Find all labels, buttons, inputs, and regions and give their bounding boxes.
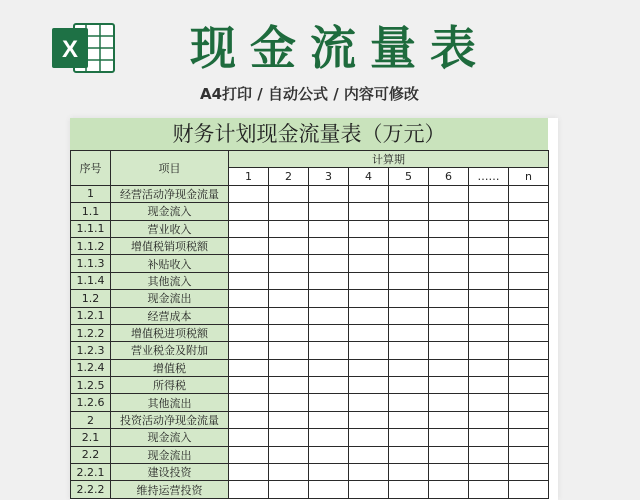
data-cell[interactable]	[269, 411, 309, 428]
table-row	[71, 290, 549, 307]
row-seq: 2.1	[71, 429, 111, 446]
row-seq: 1.1	[71, 203, 111, 220]
data-cell[interactable]	[389, 220, 429, 237]
data-cell[interactable]	[469, 307, 509, 324]
data-cell[interactable]	[389, 359, 429, 376]
data-cell[interactable]	[269, 290, 309, 307]
data-cell[interactable]	[269, 377, 309, 394]
table-row	[71, 342, 549, 359]
data-cell[interactable]	[389, 429, 429, 446]
data-cell[interactable]	[349, 446, 389, 463]
data-cell[interactable]	[349, 411, 389, 428]
data-cell[interactable]	[509, 429, 549, 446]
table-row	[71, 481, 549, 498]
data-cell[interactable]	[509, 411, 549, 428]
row-item: 其他流入	[111, 272, 229, 289]
data-cell[interactable]	[469, 481, 509, 498]
data-cell[interactable]	[509, 359, 549, 376]
table-row	[71, 394, 549, 411]
data-cell[interactable]	[469, 290, 509, 307]
data-cell[interactable]	[349, 255, 389, 272]
data-cell[interactable]	[509, 255, 549, 272]
data-cell[interactable]	[509, 290, 549, 307]
data-cell[interactable]	[229, 290, 269, 307]
data-cell[interactable]	[389, 411, 429, 428]
data-cell[interactable]	[469, 220, 509, 237]
data-cell[interactable]	[389, 272, 429, 289]
row-seq: 2	[71, 411, 111, 428]
data-cell[interactable]	[389, 290, 429, 307]
data-cell[interactable]	[509, 324, 549, 341]
data-cell[interactable]	[349, 394, 389, 411]
data-cell[interactable]	[429, 429, 469, 446]
data-cell[interactable]	[429, 377, 469, 394]
data-cell[interactable]	[389, 203, 429, 220]
row-item: 营业收入	[111, 220, 229, 237]
data-cell[interactable]	[269, 394, 309, 411]
page-title: 现金流量表	[190, 21, 490, 75]
data-cell[interactable]	[429, 481, 469, 498]
data-cell[interactable]	[509, 464, 549, 481]
data-cell[interactable]	[349, 481, 389, 498]
data-cell[interactable]	[509, 307, 549, 324]
header-period-2: 2	[269, 168, 309, 185]
row-seq: 1.1.2	[71, 237, 111, 254]
data-cell[interactable]	[509, 185, 549, 202]
data-cell[interactable]	[269, 255, 309, 272]
data-cell[interactable]	[469, 272, 509, 289]
table-row	[71, 324, 549, 341]
data-cell[interactable]	[429, 411, 469, 428]
data-cell[interactable]	[469, 324, 509, 341]
data-cell[interactable]	[509, 237, 549, 254]
row-seq: 2.2.2	[71, 481, 111, 498]
table-row	[71, 237, 549, 254]
data-cell[interactable]	[469, 237, 509, 254]
row-item: 增值税销项税额	[111, 237, 229, 254]
header-item: 项目	[111, 151, 229, 186]
header-period-4: 4	[349, 168, 389, 185]
row-seq: 1	[71, 185, 111, 202]
banner	[0, 0, 640, 118]
row-item: 经营成本	[111, 307, 229, 324]
header-period-1: 1	[229, 168, 269, 185]
page-subtitle: A4打印 / 自动公式 / 内容可修改	[200, 85, 419, 103]
header-period-8: n	[509, 168, 549, 185]
excel-logo-letter: X	[61, 36, 79, 63]
table-row	[71, 377, 549, 394]
row-seq: 1.2.5	[71, 377, 111, 394]
row-item: 投资活动净现金流量	[111, 411, 229, 428]
row-seq: 1.2.6	[71, 394, 111, 411]
table-row	[71, 185, 549, 202]
data-cell[interactable]	[389, 464, 429, 481]
data-cell[interactable]	[469, 446, 509, 463]
data-cell[interactable]	[509, 220, 549, 237]
data-cell[interactable]	[309, 481, 349, 498]
data-cell[interactable]	[349, 272, 389, 289]
data-cell[interactable]	[429, 185, 469, 202]
data-cell[interactable]	[269, 464, 309, 481]
data-cell[interactable]	[509, 342, 549, 359]
data-cell[interactable]	[429, 464, 469, 481]
row-seq: 1.1.3	[71, 255, 111, 272]
data-cell[interactable]	[469, 255, 509, 272]
data-cell[interactable]	[269, 185, 309, 202]
data-cell[interactable]	[429, 394, 469, 411]
data-cell[interactable]	[349, 429, 389, 446]
data-cell[interactable]	[349, 359, 389, 376]
data-cell[interactable]	[509, 272, 549, 289]
row-item: 建设投资	[111, 464, 229, 481]
table-row	[71, 203, 549, 220]
data-cell[interactable]	[429, 237, 469, 254]
row-item: 维持运营投资	[111, 481, 229, 498]
table-row	[71, 359, 549, 376]
data-cell[interactable]	[229, 394, 269, 411]
data-cell[interactable]	[309, 446, 349, 463]
data-cell[interactable]	[229, 324, 269, 341]
data-cell[interactable]	[349, 324, 389, 341]
table-row	[71, 411, 549, 428]
row-seq: 1.2.4	[71, 359, 111, 376]
data-cell[interactable]	[349, 377, 389, 394]
data-cell[interactable]	[269, 324, 309, 341]
row-seq: 1.2.2	[71, 324, 111, 341]
table-row	[71, 307, 549, 324]
data-cell[interactable]	[229, 377, 269, 394]
data-cell[interactable]	[429, 272, 469, 289]
data-cell[interactable]	[509, 394, 549, 411]
data-cell[interactable]	[349, 185, 389, 202]
data-cell[interactable]	[269, 359, 309, 376]
data-cell[interactable]	[269, 203, 309, 220]
table-row	[71, 272, 549, 289]
data-cell[interactable]	[509, 203, 549, 220]
row-seq: 1.2	[71, 290, 111, 307]
data-cell[interactable]	[469, 411, 509, 428]
data-cell[interactable]	[349, 342, 389, 359]
row-seq: 2.2.1	[71, 464, 111, 481]
data-cell[interactable]	[309, 203, 349, 220]
data-cell[interactable]	[429, 446, 469, 463]
row-item: 现金流入	[111, 203, 229, 220]
header-period-6: 6	[429, 168, 469, 185]
cash-flow-table	[70, 150, 549, 499]
data-cell[interactable]	[269, 429, 309, 446]
data-cell[interactable]	[349, 220, 389, 237]
data-cell[interactable]	[429, 342, 469, 359]
data-cell[interactable]	[229, 481, 269, 498]
data-cell[interactable]	[229, 359, 269, 376]
data-cell[interactable]	[269, 342, 309, 359]
data-cell[interactable]	[389, 185, 429, 202]
table-row	[71, 429, 549, 446]
table-row	[71, 446, 549, 463]
data-cell[interactable]	[469, 203, 509, 220]
header-period-group: 计算期	[229, 151, 549, 168]
data-cell[interactable]	[349, 307, 389, 324]
data-cell[interactable]	[269, 220, 309, 237]
data-cell[interactable]	[229, 255, 269, 272]
data-cell[interactable]	[309, 464, 349, 481]
data-cell[interactable]	[469, 185, 509, 202]
table-row	[71, 220, 549, 237]
row-item: 现金流入	[111, 429, 229, 446]
data-cell[interactable]	[229, 203, 269, 220]
data-cell[interactable]	[349, 290, 389, 307]
data-cell[interactable]	[349, 203, 389, 220]
data-cell[interactable]	[389, 237, 429, 254]
data-cell[interactable]	[429, 359, 469, 376]
data-cell[interactable]	[509, 446, 549, 463]
row-item: 经营活动净现金流量	[111, 185, 229, 202]
data-cell[interactable]	[269, 272, 309, 289]
row-seq: 1.1.1	[71, 220, 111, 237]
row-seq: 1.2.3	[71, 342, 111, 359]
data-cell[interactable]	[229, 411, 269, 428]
row-item: 增值税	[111, 359, 229, 376]
header-period-3: 3	[309, 168, 349, 185]
data-cell[interactable]	[349, 464, 389, 481]
row-item: 现金流出	[111, 446, 229, 463]
excel-icon	[50, 20, 118, 76]
data-cell[interactable]	[229, 220, 269, 237]
data-cell[interactable]	[309, 185, 349, 202]
data-cell[interactable]	[309, 290, 349, 307]
row-item: 补贴收入	[111, 255, 229, 272]
data-cell[interactable]	[469, 394, 509, 411]
data-cell[interactable]	[229, 429, 269, 446]
header-seq: 序号	[71, 151, 111, 186]
data-cell[interactable]	[469, 359, 509, 376]
header-period-5: 5	[389, 168, 429, 185]
row-item: 现金流出	[111, 290, 229, 307]
data-cell[interactable]	[309, 307, 349, 324]
data-cell[interactable]	[309, 324, 349, 341]
data-cell[interactable]	[269, 237, 309, 254]
data-cell[interactable]	[469, 464, 509, 481]
data-cell[interactable]	[269, 307, 309, 324]
table-row	[71, 255, 549, 272]
data-cell[interactable]	[229, 464, 269, 481]
data-cell[interactable]	[509, 377, 549, 394]
data-cell[interactable]	[309, 429, 349, 446]
data-cell[interactable]	[309, 394, 349, 411]
data-cell[interactable]	[309, 359, 349, 376]
data-cell[interactable]	[229, 237, 269, 254]
data-cell[interactable]	[469, 377, 509, 394]
row-item: 营业税金及附加	[111, 342, 229, 359]
data-cell[interactable]	[429, 307, 469, 324]
data-cell[interactable]	[389, 342, 429, 359]
data-cell[interactable]	[269, 446, 309, 463]
row-item: 其他流出	[111, 394, 229, 411]
data-cell[interactable]	[309, 237, 349, 254]
header-period-7: ……	[469, 168, 509, 185]
data-cell[interactable]	[429, 255, 469, 272]
data-cell[interactable]	[229, 272, 269, 289]
data-cell[interactable]	[429, 324, 469, 341]
spreadsheet-preview	[70, 118, 558, 500]
row-seq: 1.2.1	[71, 307, 111, 324]
data-cell[interactable]	[229, 342, 269, 359]
row-item: 增值税进项税额	[111, 324, 229, 341]
data-cell[interactable]	[229, 185, 269, 202]
data-cell[interactable]	[229, 307, 269, 324]
data-cell[interactable]	[389, 394, 429, 411]
data-cell[interactable]	[389, 255, 429, 272]
table-row	[71, 464, 549, 481]
data-cell[interactable]	[389, 481, 429, 498]
row-seq: 2.2	[71, 446, 111, 463]
data-cell[interactable]	[389, 324, 429, 341]
data-cell[interactable]	[309, 220, 349, 237]
data-cell[interactable]	[309, 377, 349, 394]
data-cell[interactable]	[389, 377, 429, 394]
row-seq: 1.1.4	[71, 272, 111, 289]
data-cell[interactable]	[269, 481, 309, 498]
data-cell[interactable]	[389, 307, 429, 324]
data-cell[interactable]	[309, 342, 349, 359]
data-cell[interactable]	[389, 446, 429, 463]
data-cell[interactable]	[309, 255, 349, 272]
data-cell[interactable]	[509, 481, 549, 498]
table-body	[71, 185, 549, 498]
data-cell[interactable]	[309, 411, 349, 428]
data-cell[interactable]	[349, 237, 389, 254]
data-cell[interactable]	[429, 290, 469, 307]
data-cell[interactable]	[309, 272, 349, 289]
data-cell[interactable]	[469, 342, 509, 359]
data-cell[interactable]	[429, 220, 469, 237]
data-cell[interactable]	[469, 429, 509, 446]
data-cell[interactable]	[429, 203, 469, 220]
row-item: 所得税	[111, 377, 229, 394]
data-cell[interactable]	[229, 446, 269, 463]
sheet-title: 财务计划现金流量表（万元）	[70, 118, 548, 150]
